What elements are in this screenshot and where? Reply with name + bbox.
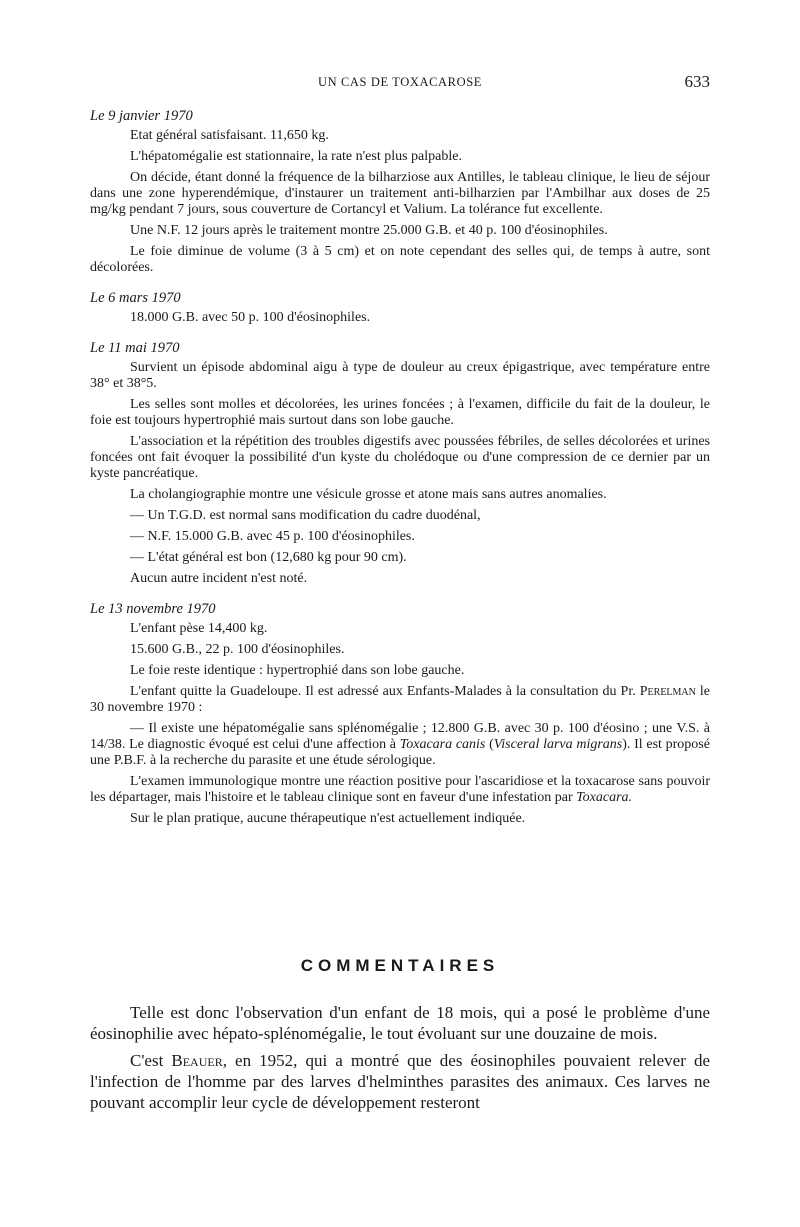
- text-run: C'est: [130, 1051, 172, 1070]
- genus-name: Toxacara.: [576, 790, 633, 805]
- dated-entry: [90, 340, 710, 587]
- paragraph: — L'état général est bon (12,680 kg pour 90 cm).: [130, 550, 407, 565]
- entry-date: Le 6 mars 1970: [90, 290, 181, 306]
- paragraph: L'association et la répétition des troubles digestifs avec poussées fébriles, de selles décolorées et urines foncées ont fait évoquer la possibilité d'un kyste du cholédoque ou d'une compression de ce dernier par un kyste pancréatique.: [90, 434, 710, 481]
- text-run: le 30 novembre 1970 :: [90, 684, 710, 715]
- paragraph: [90, 1050, 710, 1113]
- paragraph: Telle est donc l'observation d'un enfant de 18 mois, qui a posé le problème d'une éosinophilie avec hépato-splénomégalie, le tout évoluant sur une douzaine de mois.: [90, 1003, 710, 1043]
- entry-date: Le 9 janvier 1970: [90, 108, 193, 124]
- paragraph: Une N.F. 12 jours après le traitement montre 25.000 G.B. et 40 p. 100 d'éosinophiles.: [130, 223, 608, 238]
- text-run: (: [485, 737, 494, 752]
- paragraph: On décide, étant donné la fréquence de la bilharziose aux Antilles, le tableau clinique, le lieu de séjour dans une zone hyperendémique, d'instaurer un traitement anti-bilharzien par l'Ambilhar aux doses de 25 mg/kg pendant 7 jours, sous couverture de Cortancyl et Valium. La tolérance fut excellente.: [90, 170, 710, 217]
- paragraph: Aucun autre incident n'est noté.: [130, 571, 308, 586]
- author-name: Beauer: [171, 1051, 223, 1070]
- case-report-body: [90, 108, 710, 841]
- page-number: 633: [684, 72, 710, 91]
- paragraph: Le foie diminue de volume (3 à 5 cm) et on note cependant des selles qui, de temps à autre, sont décolorées.: [90, 244, 710, 275]
- paragraph: L'hépatomégalie est stationnaire, la rate n'est plus palpable.: [130, 149, 462, 164]
- paragraph: La cholangiographie montre une vésicule grosse et atone mais sans autres anomalies.: [130, 487, 607, 502]
- commentary-body: [90, 1002, 710, 1119]
- paragraph: [90, 684, 710, 716]
- paragraph: — N.F. 15.000 G.B. avec 45 p. 100 d'éosinophiles.: [130, 529, 415, 544]
- entry-13-novembre: [90, 601, 710, 827]
- entry-date: Le 13 novembre 1970: [90, 601, 216, 617]
- paragraph: Les selles sont molles et décolorées, les urines foncées ; à l'examen, difficile du fait de la douleur, le foie est toujours hypertrophié mais surtout dans son lobe gauche.: [90, 397, 710, 428]
- paragraph: Le foie reste identique : hypertrophié dans son lobe gauche.: [130, 663, 465, 678]
- text-run: , en 1952, qui a montré que des éosinophiles pouvaient relever de l'infection de l'homme par des larves d'helminthes parasites des animaux. Ces larves ne pouvant accomplir leur cycle de développement resteront: [90, 1051, 710, 1112]
- page-header: [90, 72, 710, 96]
- paragraph: 15.600 G.B., 22 p. 100 d'éosinophiles.: [130, 642, 345, 657]
- paragraph: 18.000 G.B. avec 50 p. 100 d'éosinophiles.: [130, 310, 371, 325]
- disease-name: Visceral larva migrans: [493, 737, 623, 752]
- dated-entry: [90, 290, 710, 326]
- running-title: UN CAS DE TOXACAROSE: [318, 75, 482, 89]
- dated-entry: [90, 108, 710, 276]
- paragraph: Etat général satisfaisant. 11,650 kg.: [130, 128, 329, 143]
- paragraph: — Un T.G.D. est normal sans modification du cadre duodénal,: [130, 508, 481, 523]
- entry-date: Le 11 mai 1970: [90, 340, 180, 356]
- section-title: COMMENTAIRES: [300, 956, 500, 975]
- paragraph: [90, 774, 710, 806]
- paragraph: Survient un épisode abdominal aigu à type de douleur au creux épigastrique, avec température entre 38° et 38°5.: [90, 360, 710, 391]
- text-run: L'examen immunologique montre une réaction positive pour l'ascaridiose et la toxacarose sans pouvoir les départager, mais l'histoire et le tableau clinique sont en faveur d'une infestation par: [90, 774, 710, 805]
- paragraph: [90, 721, 710, 769]
- author-name: Perelman: [639, 684, 696, 699]
- text-run: L'enfant quitte la Guadeloupe. Il est adressé aux Enfants-Malades à la consultation du Pr.: [130, 684, 640, 699]
- species-name: Toxacara canis: [399, 737, 486, 752]
- dated-entries: [90, 108, 710, 587]
- paragraph: L'enfant pèse 14,400 kg.: [130, 621, 268, 636]
- paragraph: Sur le plan pratique, aucune thérapeutique n'est actuellement indiquée.: [130, 811, 526, 826]
- text-run: — Il existe une hépatomégalie sans splénomégalie ; 12.800 G.B. avec 30 p. 100 d'éosino ; une V.S. à 14/38. Le diagnostic évoqué est celui d'une affection à: [90, 721, 710, 752]
- text-run: ). Il est proposé une P.B.F. à la recherche du parasite et une étude sérologique.: [90, 737, 710, 768]
